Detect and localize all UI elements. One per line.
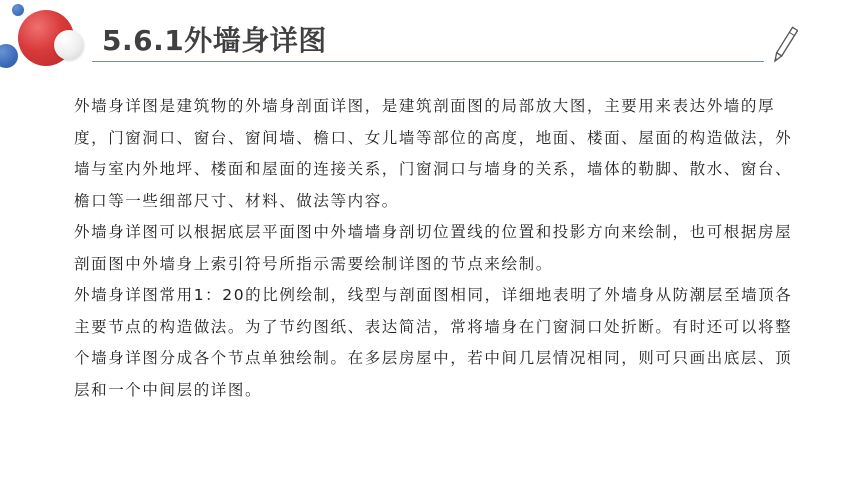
title-underline [92,61,764,62]
pen-icon [772,24,798,66]
page-title: 5.6.1外墙身详图 [102,24,327,57]
decorative-circle-blue-small [12,4,24,16]
paragraph: 外墙身详图是建筑物的外墙身剖面详图，是建筑剖面图的局部放大图，主要用来表达外墙的厚度，门窗洞口、窗台、窗间墙、檐口、女儿墙等部位的高度，地面、楼面、屋面的构造做法，外墙与室内外地坪、楼面和屋面的连接关系，门窗洞口与墙身的关系，墙体的勒脚、散水、窗台、檐口等一些细部尺寸、材料、做法等内容。 [74,97,793,210]
paragraph: 外墙身详图常用1：20的比例绘制，线型与剖面图相同，详细地表明了外墙身从防潮层至墙顶各主要节点的构造做法。为了节约图纸、表达简洁，常将墙身在门窗洞口处折断。有时还可以将整个墙身详图分成各个节点单独绘制。在多层房屋中，若中间几层情况相同，则可只画出底层、顶层和一个中间层的详图。 [74,286,793,399]
decorative-circle-blue [0,44,18,68]
decorative-circle-grey [54,30,84,60]
body-text [74,91,794,406]
paragraph: 外墙身详图可以根据底层平面图中外墙墙身剖切位置线的位置和投影方向来绘制，也可根据房屋剖面图中外墙身上索引符号所指示需要绘制详图的节点来绘制。 [74,223,793,273]
